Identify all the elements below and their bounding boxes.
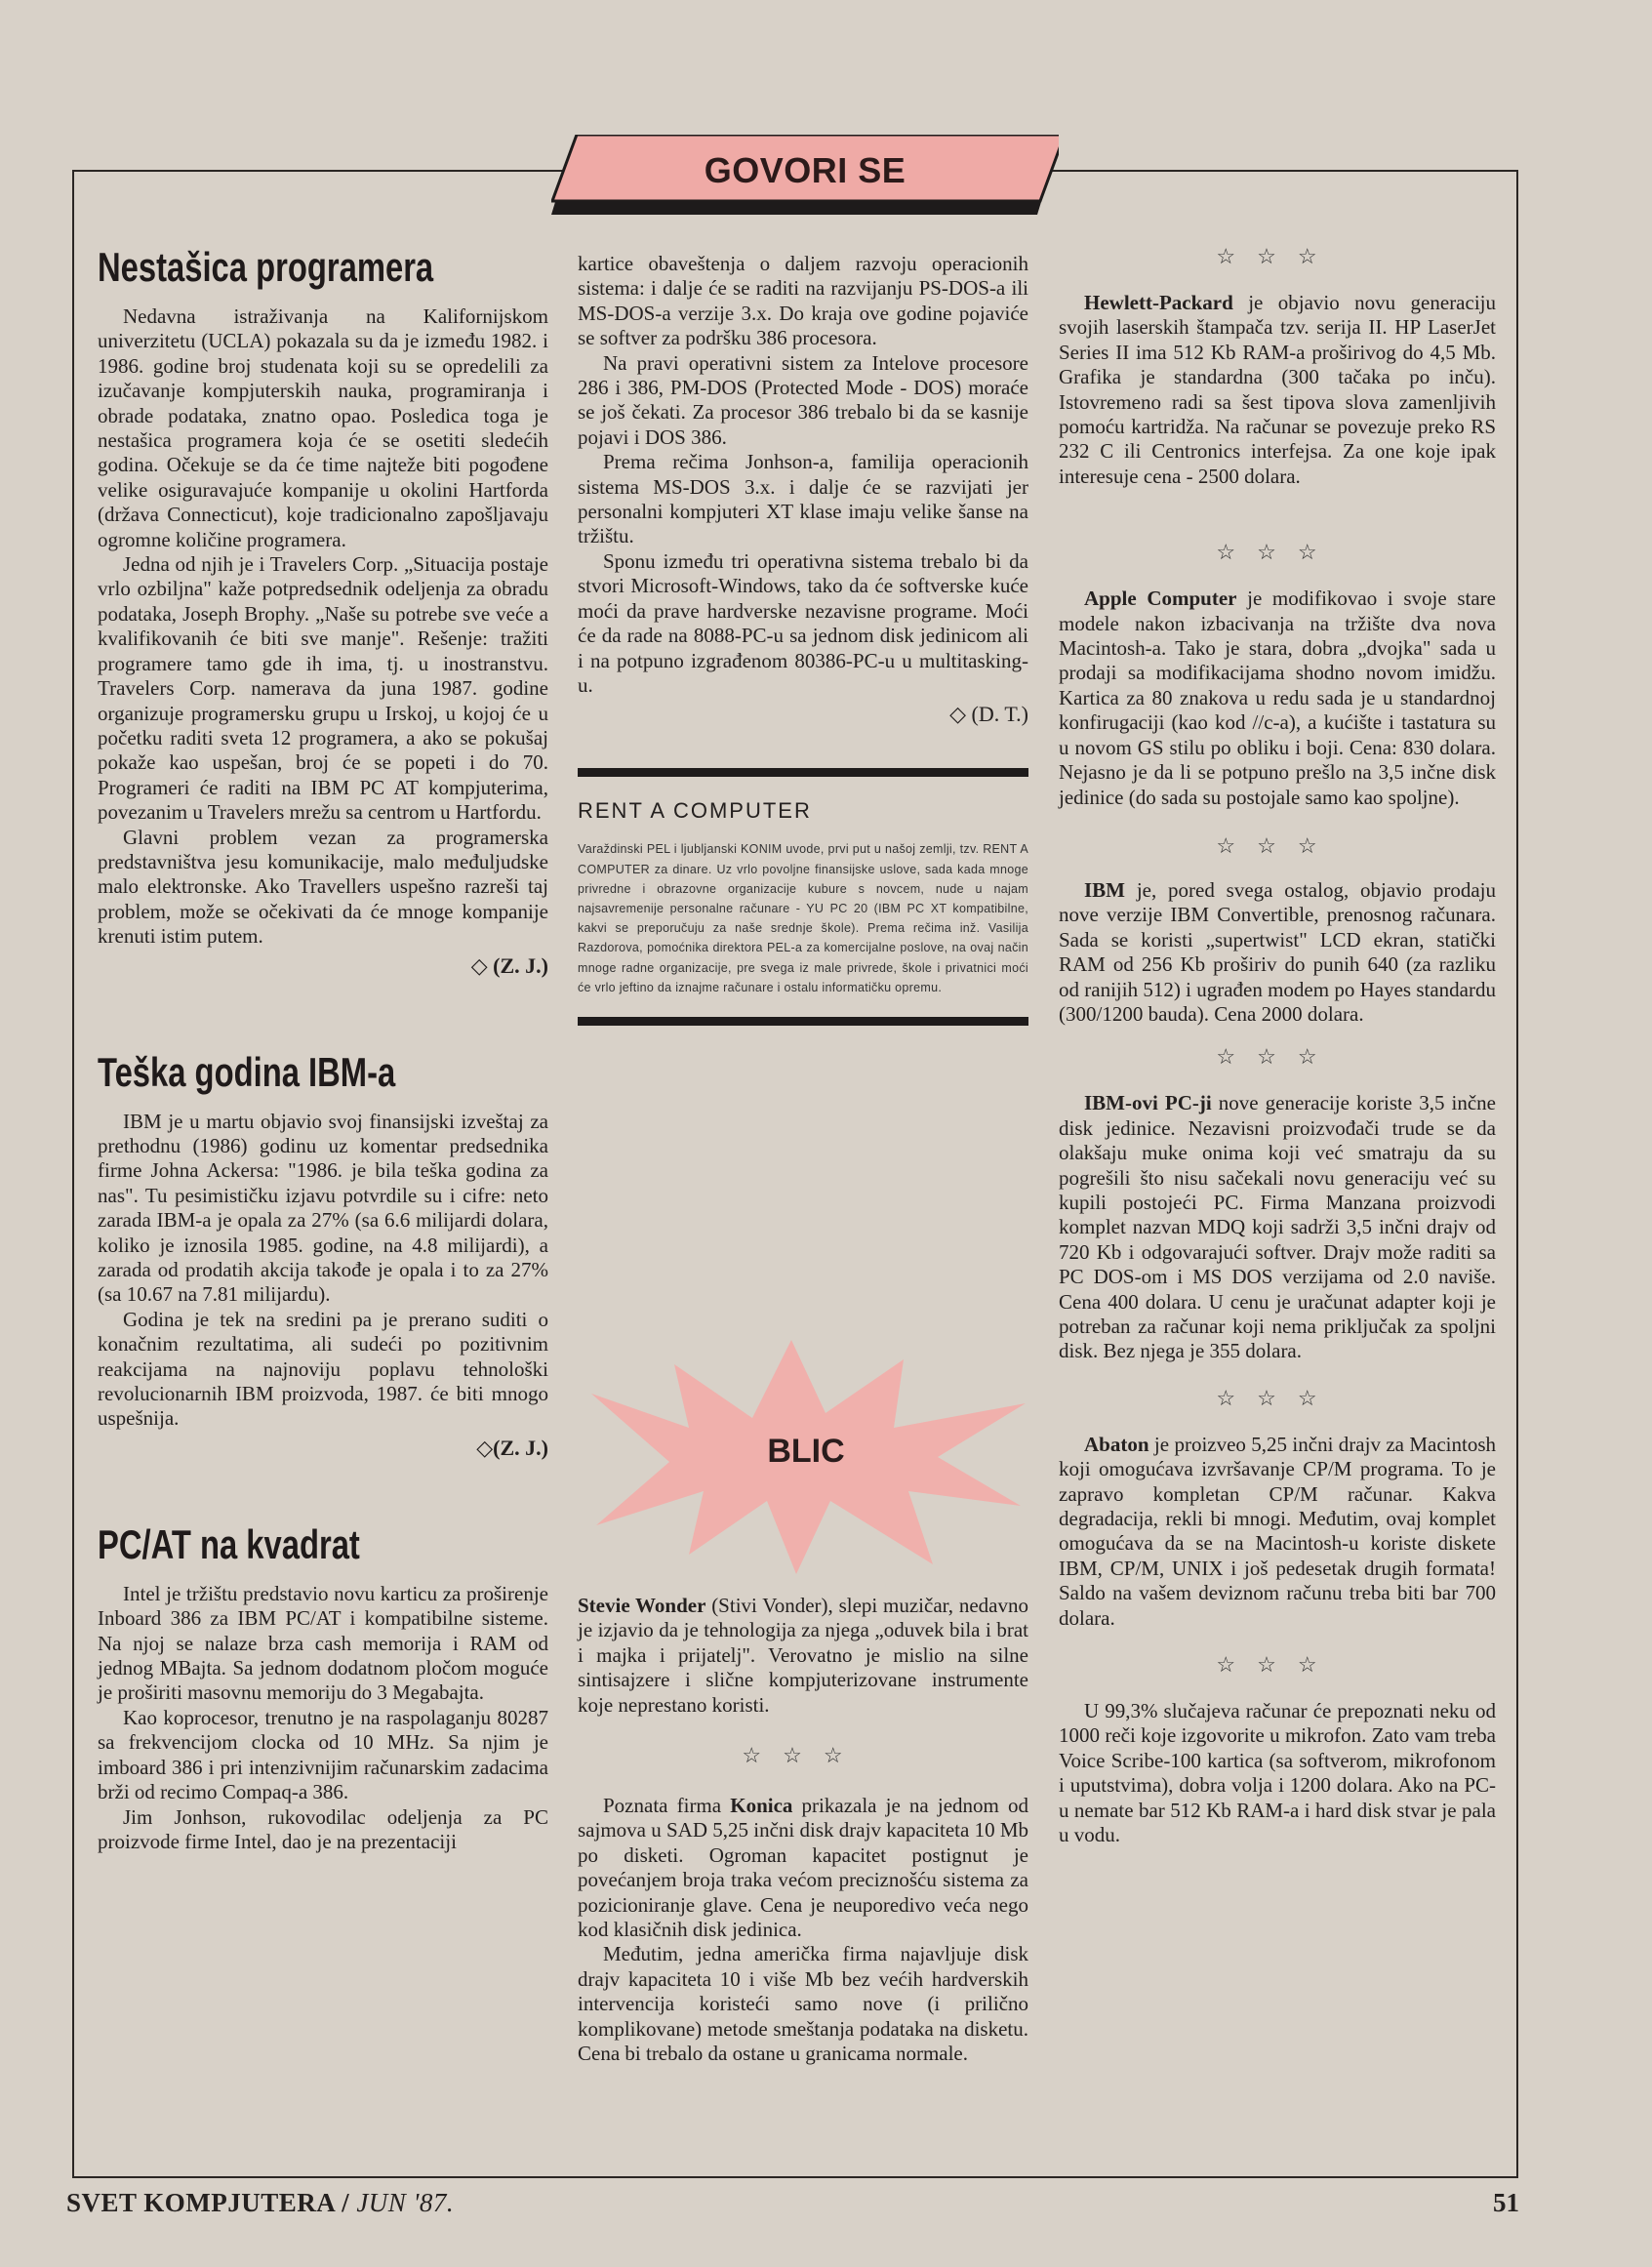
- blic-item: Stevie Wonder (Stivi Vonder), slepi muzičar, nedavno je izjavio da je tehnologija za njega „oduvek bila i brat i majka i prijatelj". Verovatno je mislio na silne sintisajzere i slične kompjuterizovane instrumente koje neprestano koristi.: [578, 1594, 1028, 1717]
- news-item: Apple Computer je modifikovao i svoje stare modele nakon izbacivanja na tržište dva nova Macintosh-a. Tako je stara, dobra „dvojka" sada u prodaji sa modifikacijama shodno novom imidžu. Kartica za 80 znakova u redu sada je u standardnoj konfirugaciji (kao kod //c-a), a kućište i tastatura su u novom GS stilu po obliku i boji. Cena: 830 dolara. Nejasno je da li se potpuno prešlo na 3,5 inčne disk jedinice (do sada su postojale samo kao spoljne).: [1059, 587, 1496, 809]
- author-signature: ◇(Z. J.): [476, 1435, 548, 1460]
- rent-title: RENT A COMPUTER: [578, 798, 812, 824]
- page-number: 51: [1493, 2188, 1519, 2217]
- separator-stars: ☆☆☆: [1216, 832, 1339, 858]
- divider-rule: [578, 768, 1028, 777]
- left-column: [98, 244, 548, 1854]
- news-item: IBM-ovi PC-ji nove generacije koriste 3,5 inčne disk jedinice. Nezavisni proizvođači trude se da olakšaju muke onima koji već smatraju da su pogrešili što nisu sačekali novu generaciju već su kupili postojeći PC. Firma Manzana proizvodi komplet nazvan MDQ koji sadrži 3,5 inčni drajv od 720 Kb i odgovarajući softver. Drajv može raditi sa PC DOS-om i MS DOS verzijama od 2.0 naviše. Cena 400 dolara. U cenu je uračunat adapter koji je potreban za računar koji nema priključak za spoljni disk. Bez njega je 355 dolara.: [1059, 1091, 1496, 1363]
- article-paragraph: Kao koprocesor, trenutno je na raspolaganju 80287 sa frekvencijom clocka od 10 MHz. Sa njim je imboard 386 i pri intenzivnijim računarskim zadacima brži od recimo Compaq-a 386.: [98, 1705, 548, 1804]
- separator-stars: ☆☆☆: [1216, 1652, 1339, 1678]
- article-paragraph: Nedavna istraživanja na Kalifornijskom univerzitetu (UCLA) pokazala su da je između 1982. i 1986. godine broj studenata koji su se opredelili za izučavanje kompjuterskih nauka, programiranja i obrade podataka, znatno opao. Posledica toga je nestašica programera koja će se osetiti sledećih godina. Očekuje se da će time najteže biti pogođene velike osiguravajuće kompanije u okolini Hartforda (država Connecticut), koje tradicionalno zapošljavaju ogromne količine programera.: [98, 304, 548, 551]
- article-paragraph: Jedna od njih je i Travelers Corp. „Situacija postaje vrlo ozbiljna" kaže potpredsednik odeljenja za obradu podataka, Joseph Brophy. „Naše su potrebe sve veće a kvalifikovanih će biti sve manje". Rešenje: tražiti programere tamo gde ih ima, tj. u inostranstvu. Travelers Corp. namerava da juna 1987. godine organizuje programersku grupu u Irskoj, u kojoj će u početku raditi sveta 12 programera, a ako se pokušaj pokaže kao uspešan, broj će se popeti i do 70. Programeri će raditi na IBM PC AT kompjuterima, povezanim u Travelers mrežu sa centrom u Hartfordu.: [98, 552, 548, 825]
- divider-rule: [578, 1017, 1028, 1026]
- blic-item-subject: Konica: [730, 1794, 793, 1818]
- right-column: [1059, 244, 1496, 1848]
- article-paragraph: Glavni problem vezan za programerska predstavništva jesu komunikacije, malo međuljudske malo elektronske. Ako Travellers uspešno razreši taj problem, može se očekivati da će mnoge kompanije krenuti istim putem.: [98, 825, 548, 949]
- article-paragraph: kartice obaveštenja o daljem razvoju operacionih sistema: i dalje će se raditi na razvijanju PS-DOS-a ili MS-DOS-a verzije 3.x. Do kraja ove godine pojaviće se softver za podršku 386 procesora.: [578, 252, 1028, 350]
- blic-item: Poznata firma Konica prikazala je na jednom od sajmova u SAD 5,25 inčni disk drajv kapaciteta 10 Mb po disketi. Ogroman kapacitet postignut je povećanjem broja traka većom preciznošću sistema za pozicioniranje glave. Cena je neuporedivo veća nego kod klasičnih disk jedinica.: [578, 1794, 1028, 1942]
- blic-title: BLIC: [767, 1433, 845, 1470]
- article-paragraph: Na pravi operativni sistem za Intelove procesore 286 i 386, PM-DOS (Protected Mode - DOS) moraće se još čekati. Za procesor 386 trebalo bi da se kasnije pojavi i DOS 386.: [578, 350, 1028, 449]
- news-item: Abaton je proizveo 5,25 inčni drajv za Macintosh koji omogućava izvršavanje CP/M programa. To je zapravo kompletan CP/M računar. Kakva degradacija, rekli bi mnogi. Međutim, ovaj komplet omogućava da se na Macintosh-u koriste diskete IBM, CP/M, UNIX i još pedesetak drugih formata! Saldo na vašem deviznom računu treba biti bar 700 dolara.: [1059, 1432, 1496, 1630]
- separator-stars: ☆☆☆: [742, 1743, 865, 1768]
- section-title: GOVORI SE: [704, 150, 907, 190]
- article-title-ibm-year: Teška godina IBM-a: [98, 1048, 396, 1095]
- article-paragraph: Godina je tek na sredini pa je prerano suditi o konačnim rezultatima, ali sudeći po pozitivnim reakcijama na najnoviju poplavu tehnološki revolucionarnih IBM proizvoda, 1987. će biti mnogo uspešnija.: [98, 1307, 548, 1431]
- article-paragraph: Sponu između tri operativna sistema trebalo bi da stvori Microsoft-Windows, tako da će softverske kuće moći da prave hardverske nezavisne programe. Moći će da rade na 8088-PC-u sa jednom disk jedinicom ali i na potpuno izgrađenom 80386-PC-u u multitasking-u.: [578, 548, 1028, 697]
- article-title-pcat: PC/AT na kvadrat: [98, 1520, 360, 1567]
- article-paragraph: Intel je tržištu predstavio novu karticu za proširenje Inboard 386 za IBM PC/AT i kompatibilne sisteme. Na njoj se nalaze brza cash memorija i RAM od jednog MBajta. Sa jednom dodatnom pločom moguće je proširiti masovnu memoriju do 3 Megabajta.: [98, 1581, 548, 1705]
- news-item: Hewlett-Packard je objavio novu generaciju svojih laserskih štampača tzv. serija II. HP LaserJet Series II ima 512 Kb RAM-a proširivog do 4,5 Mb. Grafika je standardna (300 tačaka po inču). Istovremeno radi sa šest tipova slova zamenljivih pomoću kartridža. Na računar se povezuje preko RS 232 C ili Centronics interfejsa. Za one koje ipak interesuje cena - 2500 dolara.: [1059, 291, 1496, 488]
- separator-stars: ☆☆☆: [1216, 1044, 1339, 1070]
- separator-stars: ☆☆☆: [1216, 244, 1339, 268]
- author-signature: ◇ (Z. J.): [470, 952, 548, 978]
- article-paragraph: Prema rečima Jonhson-a, familija operacionih sistema MS-DOS 3.x. i dalje će se razvijati jer personalni kompjuteri XT klase imaju velike šanse na tržištu.: [578, 450, 1028, 548]
- separator-stars: ☆☆☆: [1216, 540, 1339, 565]
- separator-stars: ☆☆☆: [1216, 1385, 1339, 1410]
- article-title-shortage: Nestašica programera: [98, 244, 434, 290]
- blic-item-subject: Stevie Wonder: [578, 1594, 706, 1617]
- middle-column: [578, 252, 1028, 1026]
- section-banner: [551, 135, 1059, 215]
- author-signature: ◇ (D. T.): [949, 702, 1028, 727]
- article-paragraph: IBM je u martu objavio svoj finansijski izveštaj za prethodnu (1986) godinu uz komentar predsednika firme Johna Ackersa: "1986. je bila teška godina za nas". Tu pesimističku izjavu potvrdile su i cifre: neto zarada IBM-a je opala za 27% (sa 6.6 milijardi dolara, koliko je iznosila 1985. godine, na 4.8 milijardi), a zarada od prodatih akcija takođe je opala i to za 27% (sa 10.67 na 7.81 milijardu).: [98, 1109, 548, 1307]
- news-item: IBM je, pored svega ostalog, objavio prodaju nove verzije IBM Convertible, prenosnog računara. Sada se koristi „supertwist" LCD ekran, statički RAM od 256 Kb proširiv do punih 640 (za razliku od ranijih 512) i ugrađen modem po Hayes standardu (300/1200 bauda). Cena 2000 dolara.: [1059, 877, 1496, 1026]
- article-paragraph: Jim Jonhson, rukovodilac odeljenja za PC proizvode firme Intel, dao je na prezentaciji: [98, 1804, 548, 1853]
- article-paragraph: Međutim, jedna američka firma najavljuje disk drajv kapaciteta 10 i više Mb bez većih hardverskih intervencija koristeći samo nove (i prilično komplikovane) metode smeštanja podataka na disketu. Cena bi trebalo da ostane u granicama normale.: [578, 1942, 1028, 2066]
- news-item: U 99,3% slučajeva računar će prepoznati neku od 1000 reči koje izgovorite u mikrofon. Zato vam treba Voice Scribe-100 kartica (sa softverom, mikrofonom i uputstvima), dobra volja i 1200 dolara. Ako na PC-u nemate bar 512 Kb RAM-a i hard disk stvar je pala u vodu.: [1059, 1699, 1496, 1847]
- footer-magazine: SVET KOMPJUTERA / JUN '87.: [66, 2188, 455, 2217]
- rent-text: Varaždinski PEL i ljubljanski KONIM uvode, prvi put u našoj zemlji, tzv. RENT A COMPUTER za dinare. Uz vrlo povoljne finansijske uslove, sada kada mnoge privredne i obrazovne organizacije kuburе s novcem, nude u najam najsavremenije personalne računare - YU PC 20 (IBM PC XT kompatibilne, kakvi se preporučuju za naše srednje škole). Prema rečima inž. Vasilija Razdorova, pomoćnika direktora PEL-a za komercijalne poslove, na ovaj način mnoge radne organizacije, pre svega iz male privrede, škole i privatnici moći će vrlo jeftino da iznajme računare i ostalu informatičku opremu.: [578, 842, 1028, 994]
- blic-column: [578, 1594, 1028, 2067]
